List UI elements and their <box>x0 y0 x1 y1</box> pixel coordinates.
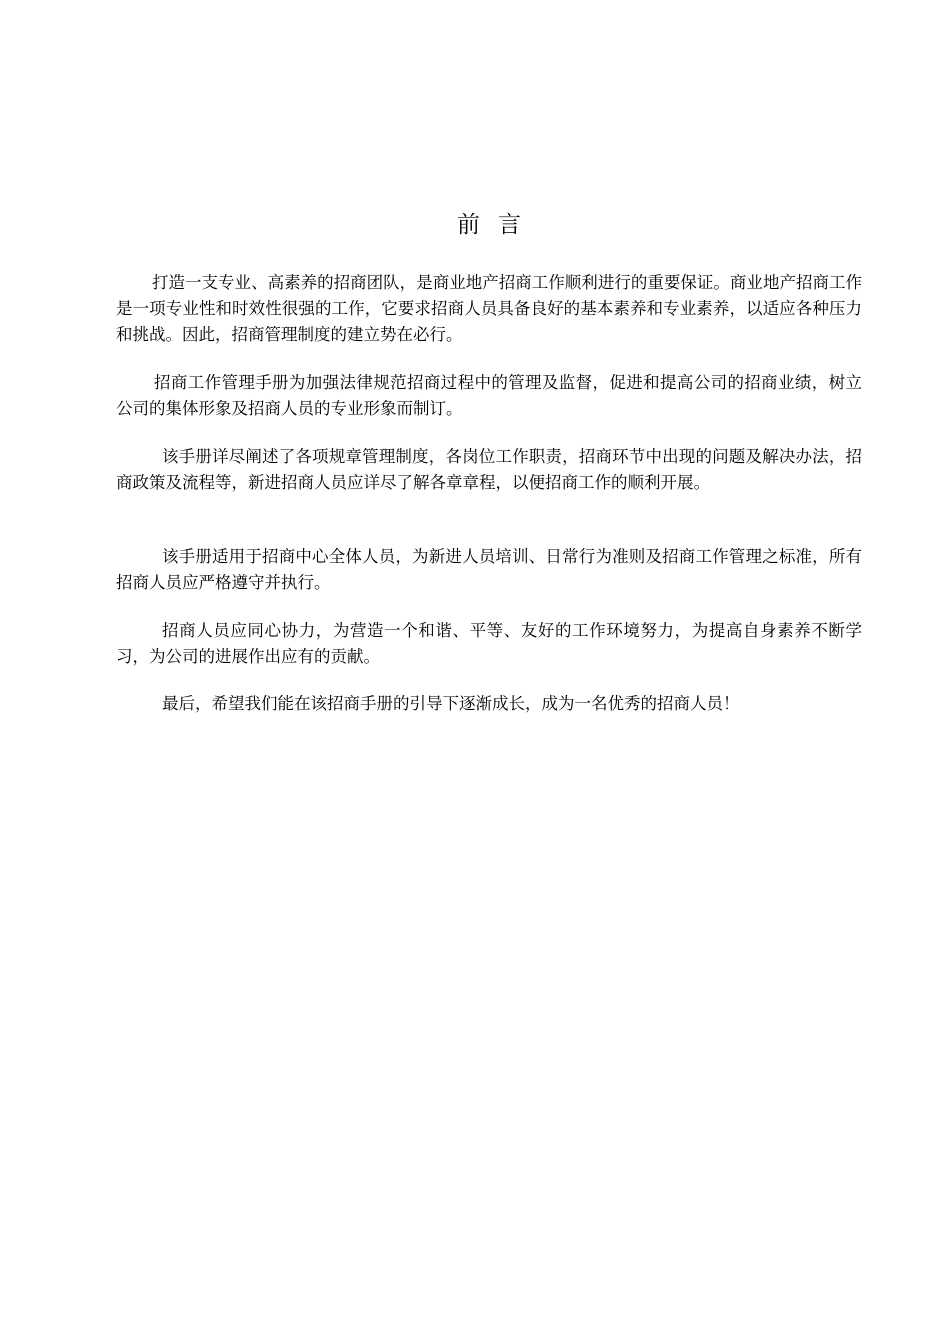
paragraph-6: 最后，希望我们能在该招商手册的引导下逐渐成长，成为一名优秀的招商人员！ <box>162 694 740 713</box>
paragraph-3: 该手册详尽阐述了各项规章管理制度，各岗位工作职责，招商环节中出现的问题及解决办法，招商政策及流程等，新进招商人员应详尽了解各章章程，以便招商工作的顺利开展。 <box>116 447 862 492</box>
paragraph-1: 打造一支专业、高素养的招商团队，是商业地产招商工作顺利进行的重要保证。商业地产招商工作是一项专业性和时效性很强的工作，它要求招商人员具备良好的基本素养和专业素养，以适应各种压力和挑战。因此，招商管理制度的建立势在必行。 <box>116 273 862 344</box>
page-title: 前言 <box>457 212 539 238</box>
paragraph-5: 招商人员应同心协力，为营造一个和谐、平等、友好的工作环境努力，为提高自身素养不断学习，为公司的进展作出应有的贡献。 <box>116 621 862 666</box>
paragraph-2: 招商工作管理手册为加强法律规范招商过程中的管理及监督，促进和提高公司的招商业绩，树立公司的集体形象及招商人员的专业形象而制订。 <box>116 373 862 418</box>
paragraph-4: 该手册适用于招商中心全体人员，为新进人员培训、日常行为准则及招商工作管理之标准，所有招商人员应严格遵守并执行。 <box>116 547 862 592</box>
